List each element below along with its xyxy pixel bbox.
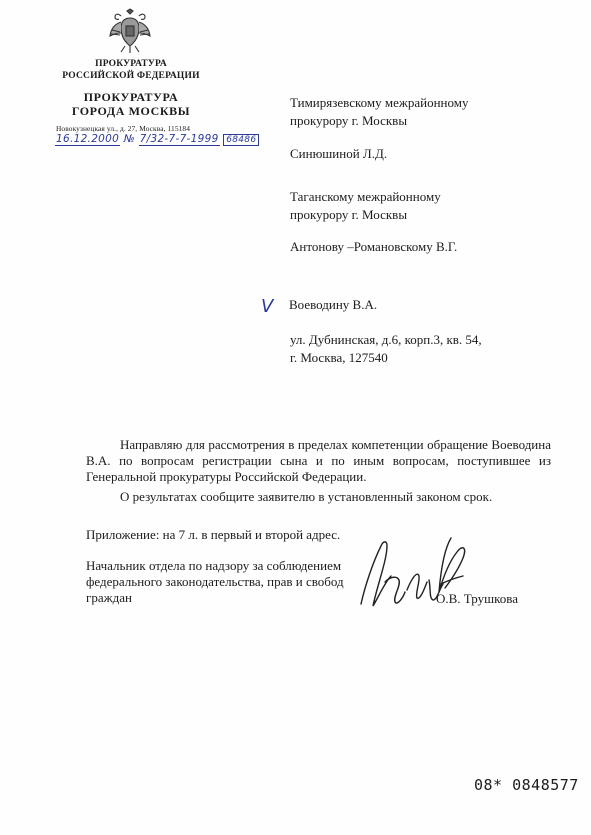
org-line: РОССИЙСКОЙ ФЕДЕРАЦИИ — [62, 71, 200, 81]
registration-date: 16.12.2000 — [56, 133, 120, 145]
letterhead-address: Новокузнецкая ул., д. 27, Москва, 115184 — [56, 124, 191, 133]
recipient-1 — [290, 94, 468, 130]
registration-extra: 68486 — [223, 134, 259, 146]
recipient-2-name: Антонову –Романовскому В.Г. — [290, 239, 458, 254]
registration-number: 7/32-7-7-1999 — [139, 133, 219, 145]
office-line: ПРОКУРАТУРА — [83, 90, 179, 104]
handwritten-signature — [355, 532, 475, 622]
check-mark: V — [261, 296, 274, 317]
org-line: ПРОКУРАТУРА — [95, 59, 167, 69]
recipient-1-name: Синюшиной Л.Д. — [290, 146, 388, 161]
letterhead-org — [55, 58, 207, 82]
registration-line — [55, 133, 259, 145]
addressee-address — [290, 331, 482, 367]
serial-number: 08* 0848577 — [474, 776, 579, 794]
signature-title-line-1: Начальник отдела по надзору за соблюдением — [86, 558, 342, 573]
signature-title-line-2: федерального законодательства, прав и свобод — [86, 574, 344, 589]
eagle-emblem-icon — [109, 8, 151, 56]
addressee-name: Воеводину В.А. — [289, 297, 378, 312]
addressee-city: г. Москва, 127540 — [290, 350, 388, 365]
recipient-line: прокурору г. Москвы — [290, 113, 408, 128]
recipient-2 — [290, 188, 441, 224]
body-paragraph-1: Направляю для рассмотрения в пределах компетенции обращение Воеводина В.А. по вопросам регистрации сына и по иным вопросам, поступившее из Генеральной прокуратуры Российской Федерации. — [86, 437, 551, 485]
attachment-line: Приложение: на 7 л. в первый и второй адрес. — [86, 527, 341, 542]
recipient-line: прокурору г. Москвы — [290, 207, 408, 222]
recipient-line: Таганскому межрайонному — [290, 189, 441, 204]
registration-number-sign: № — [123, 133, 135, 145]
recipient-line: Тимирязевскому межрайонному — [290, 95, 469, 110]
office-line: ГОРОДА МОСКВЫ — [71, 104, 191, 118]
body-paragraph-2: О результатах сообщите заявителю в установленный законом срок. — [120, 489, 493, 504]
signer-name: О.В. Трушкова — [436, 591, 518, 606]
addressee-street: ул. Дубнинская, д.6, корп.3, кв. 54, — [290, 332, 482, 347]
letterhead-office — [55, 90, 207, 118]
signature-title-line-3: граждан — [86, 590, 132, 605]
